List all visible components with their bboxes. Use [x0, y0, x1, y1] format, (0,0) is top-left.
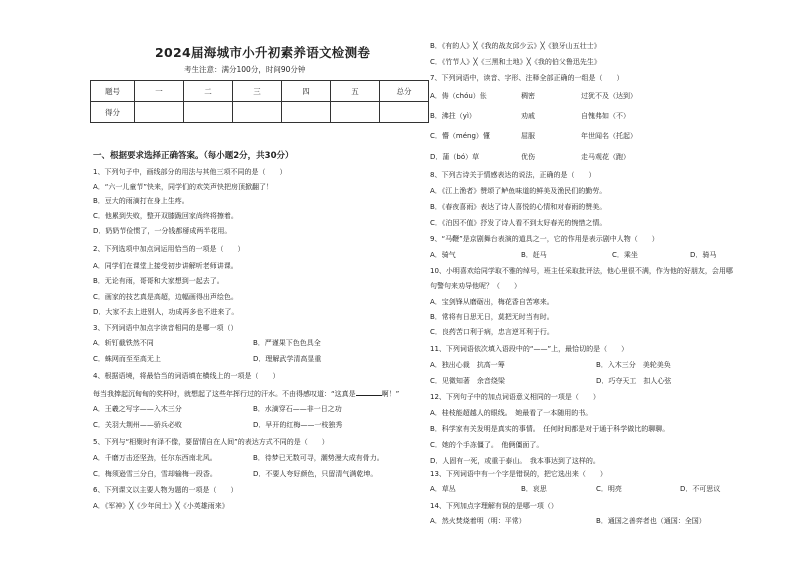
option: A．宝剑锋从磨砺出，梅花香自苦寒来。 — [430, 298, 554, 306]
option: A．俦（chóu）伥 — [430, 92, 487, 100]
question-10: 10、小明喜欢给同学取不雅的绰号，班主任采取批评法，他心里很不满，作为他的好朋友，会用哪 — [430, 267, 733, 275]
question-8: 8、下列古诗关于情感表达的说法，正确的是（ ） — [430, 171, 596, 179]
exam-notice: 考生注意：满分100分，时间90分钟 — [184, 65, 306, 74]
option: B．《有的人》╳《我的战友邱少云》╳《狼牙山五壮士》 — [430, 42, 601, 50]
option: C．乘坐 — [612, 251, 638, 259]
table-header-cell: 总分 — [380, 81, 429, 102]
score-cell[interactable] — [282, 102, 331, 123]
option: 自愧弗如（不） — [581, 112, 630, 120]
score-cell[interactable] — [380, 102, 429, 123]
q4-context-end: 啊！” — [381, 390, 400, 398]
option: A．《军神》╳《少年闰土》╳《小英雄雨来》 — [93, 502, 229, 510]
score-cell[interactable] — [233, 102, 282, 123]
exam-title: 2024届海城市小升初素养语文检测卷 — [155, 45, 371, 60]
question-11: 11、下列词语依次填入语段中的“——”上，最恰切的是（ ） — [430, 345, 629, 353]
option: A．独出心裁 抗高一筹 — [430, 361, 505, 369]
question-2: 2、下列选项中加点词运用恰当的一项是（ ） — [93, 245, 245, 253]
option: A．“六一儿童节”快来，同学们的欢笑声快把房顶掀翻了！ — [93, 183, 274, 191]
option: A．《江上渔者》赞颂了鲈鱼味道的鲜美及渔民们的勤劳。 — [430, 187, 607, 195]
option: B．豆大的雨滴打在身上生疼。 — [93, 197, 189, 205]
option: B．哀思 — [521, 485, 547, 493]
question-4: 4、根据语境，将最恰当的词语填在横线上的一项是（ ） — [93, 372, 280, 380]
option: 过犹不及（达到） — [581, 92, 637, 100]
option: B．入木三分 美轮美奂 — [596, 361, 671, 369]
option: A．草丛 — [430, 485, 456, 493]
option: A．千磨万击还坚劲，任尔东西南北风。 — [93, 454, 217, 462]
question-10-cont: 句警句来劝导他呢？（ ） — [430, 282, 521, 290]
score-cell[interactable] — [135, 102, 184, 123]
table-header-cell: 一 — [135, 81, 184, 102]
question-12: 12、下列句子中的加点词语意义相同的一项是（ ） — [430, 393, 600, 401]
option: A．桂枝能超越人的眼线。 她最看了一本随用的书。 — [430, 409, 593, 417]
table-header-cell: 题号 — [91, 81, 135, 102]
answer-blank[interactable] — [356, 388, 382, 396]
option: D．理解武学清高显重 — [253, 355, 322, 363]
option: D．巧夺天工 扣人心弦 — [596, 377, 672, 385]
question-6: 6、下列课文以主要人物为题的一项是（ ） — [93, 486, 238, 494]
option: B．通国之善弈者也（通国：全国） — [596, 517, 706, 525]
option: C．《竹节人》╳《三黑和土地》╳《我的伯父鲁迅先生》 — [430, 58, 601, 66]
table-header-cell: 三 — [233, 81, 282, 102]
option: D．蒲（bó）草 — [430, 153, 480, 161]
section-title: 一、根据要求选择正确答案。（每小题2分，共30分） — [93, 151, 294, 161]
option: A．然火焚烧着明（明：平常） — [430, 517, 526, 525]
option: 劝戚 — [521, 112, 535, 120]
table-header-cell: 五 — [331, 81, 380, 102]
option: D．不要人夸好颜色，只留清气满乾坤。 — [253, 470, 378, 478]
option: B．常将有日思无日，莫把无时当有时。 — [430, 313, 554, 321]
option: C．《泊因不值》抒发了诗人看不到太好春光的惋惜之情。 — [430, 219, 607, 227]
question-1: 1、下列句子中，画线部分的用法与其他三项不同的是（ ） — [93, 168, 287, 176]
option: 屈服 — [521, 132, 535, 140]
option: C．见微知著 余音绕梁 — [430, 377, 505, 385]
option: B．《春夜喜雨》表达了诗人喜悦的心情和对春雨的赞美。 — [430, 203, 607, 211]
option: B．待梦已无数可寻，潮势漫大成有骨力。 — [253, 454, 384, 462]
q4-context-text: 每当我捧起沉甸甸的奖杯时，就想起了这些年挥行过的汗水。不由得感叹道：“这真是 — [93, 390, 356, 398]
option: D．骑马 — [690, 251, 717, 259]
option: C．良药苦口利于病，忠言逆耳利于行。 — [430, 328, 554, 336]
option: 稠密 — [521, 92, 535, 100]
option: C．关羽大荆州——骄兵必败 — [93, 421, 182, 429]
option: C．画家的技艺真是高超，边幅画得出声绘色。 — [93, 293, 238, 301]
option: C．他累到失败，整开双膝跪回家尚终将擦着。 — [93, 212, 238, 220]
score-cell[interactable] — [331, 102, 380, 123]
option: 优伤 — [521, 153, 535, 161]
option: C．蛛网而至至高无上 — [93, 355, 161, 363]
option: B．无论有雨，哥哥和大家想到一起去了。 — [93, 277, 224, 285]
option: A．王羲之写字——入木三分 — [93, 405, 182, 413]
option: 走马观花（跑） — [581, 153, 630, 161]
option: D．早开的红梅——一枝独秀 — [253, 421, 343, 429]
option: C．懵（méng）懂 — [430, 132, 490, 140]
option: A．斩钉截铁然不同 — [93, 339, 154, 347]
option: A．同学们在课堂上接受初步讲解听老师讲课。 — [93, 262, 238, 270]
option: D．奶奶节俭惯了，一分钱都掰成两半花用。 — [93, 227, 232, 235]
option: 年世闻名（托起） — [581, 132, 637, 140]
question-3: 3、下列词语中加点字读音相同的是哪一项（） — [93, 324, 238, 332]
question-14: 14、下列加点字理解有误的是哪一项（） — [430, 502, 558, 510]
option: C．梅须逊雪三分白，雪却输梅一段香。 — [93, 470, 217, 478]
option: A．骑气 — [430, 251, 456, 259]
table-header-cell: 二 — [184, 81, 233, 102]
option: D．大家不去上进别人，功成再多也不进来了。 — [93, 308, 239, 316]
score-table-row — [91, 102, 429, 123]
option: B．科学家有关发明是真实的事情。 任何时间都是对于通于科学做比的聊聊。 — [430, 425, 670, 433]
score-cell[interactable] — [184, 102, 233, 123]
score-table-header — [91, 81, 429, 102]
table-row-label: 得分 — [91, 102, 135, 123]
option: B．严谨果下色色具全 — [253, 339, 321, 347]
question-4-context — [93, 388, 399, 399]
question-13: 13、下列词语中有一个字是错误的，把它选出来（ ） — [430, 470, 607, 478]
question-5: 5、下列与“相聚时有泽不像，要留情自在人间”的表达方式不同的是（ ） — [93, 438, 329, 446]
option: B．赶马 — [521, 251, 547, 259]
option: B．水滴穿石——非一日之功 — [253, 405, 342, 413]
option: B．沸拄（yì） — [430, 112, 476, 120]
option: D．人固有一死，或重于泰山。 我本事达到了这样的。 — [430, 457, 600, 465]
question-9: 9、“马鞭”是京剧舞台表演的道具之一，它的作用是表示剧中人物（ ） — [430, 235, 659, 243]
question-7: 7、下列词语中，读音、字形、注释全部正确的一组是（ ） — [430, 74, 624, 82]
option: D．不可思议 — [680, 485, 721, 493]
option: C．她的个手冻僵了。 他俩僵面了。 — [430, 441, 544, 449]
option: C．明亮 — [596, 485, 622, 493]
score-table — [90, 80, 429, 123]
table-header-cell: 四 — [282, 81, 331, 102]
